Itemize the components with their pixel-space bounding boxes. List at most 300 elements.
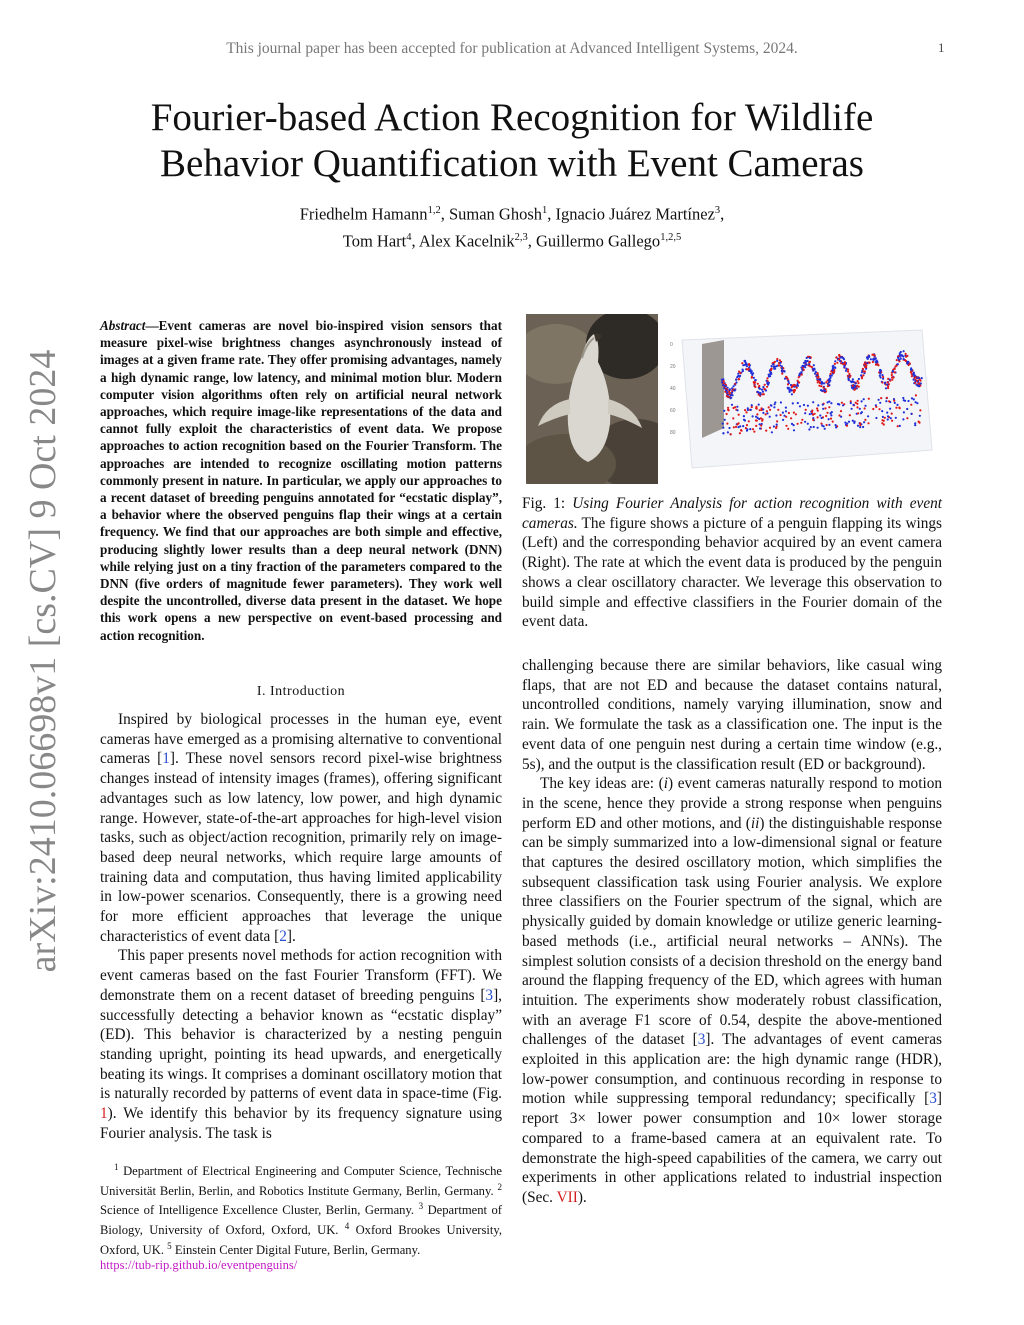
event-point bbox=[776, 426, 778, 428]
text-run: ]. bbox=[286, 927, 296, 945]
event-point bbox=[864, 405, 866, 407]
event-point bbox=[731, 394, 733, 396]
event-point bbox=[828, 381, 830, 383]
event-point bbox=[875, 357, 877, 359]
event-point bbox=[906, 408, 908, 410]
event-point bbox=[866, 362, 868, 364]
event-point bbox=[857, 400, 859, 402]
event-point bbox=[758, 404, 760, 406]
axis-tick-label: 20 bbox=[670, 364, 676, 370]
event-point bbox=[916, 380, 918, 382]
event-point bbox=[832, 421, 834, 423]
event-point bbox=[803, 369, 805, 371]
event-point bbox=[822, 408, 824, 410]
event-point bbox=[872, 408, 874, 410]
event-point bbox=[854, 388, 856, 390]
event-point bbox=[882, 376, 884, 378]
event-point bbox=[893, 376, 895, 378]
figure-caption-italic: Using Fourier Analysis for action recognition with event cameras. bbox=[522, 495, 943, 532]
event-point bbox=[770, 373, 772, 375]
event-point bbox=[847, 371, 849, 373]
event-point bbox=[870, 358, 872, 360]
event-point bbox=[809, 413, 811, 415]
author-separator: , bbox=[411, 231, 419, 250]
event-point bbox=[749, 428, 751, 430]
event-point bbox=[918, 383, 920, 385]
footnote-marker: 2 bbox=[497, 1181, 503, 1192]
event-point bbox=[746, 424, 748, 426]
intensity-frame bbox=[702, 340, 724, 438]
event-point bbox=[768, 406, 770, 408]
event-point bbox=[785, 410, 787, 412]
event-point bbox=[887, 415, 889, 417]
event-point bbox=[781, 373, 783, 375]
event-point bbox=[817, 410, 819, 412]
event-point bbox=[835, 357, 837, 359]
event-point bbox=[742, 370, 744, 372]
event-point bbox=[812, 414, 814, 416]
event-point bbox=[824, 428, 826, 430]
event-point bbox=[820, 385, 822, 387]
citation-link[interactable]: 1 bbox=[162, 750, 170, 768]
event-point bbox=[782, 419, 784, 421]
text-run: ). We identify this behavior by its frequency signature using Fourier analysis. The task is bbox=[100, 1105, 502, 1142]
event-point bbox=[777, 409, 779, 411]
event-point bbox=[798, 374, 800, 376]
event-point bbox=[899, 425, 901, 427]
event-point bbox=[852, 378, 854, 380]
event-point bbox=[739, 372, 741, 374]
event-point bbox=[769, 416, 771, 418]
event-point bbox=[861, 377, 863, 379]
event-point bbox=[758, 387, 760, 389]
event-point bbox=[891, 420, 893, 422]
event-point bbox=[798, 381, 800, 383]
event-point bbox=[852, 420, 854, 422]
text-run: The key ideas are: ( bbox=[540, 775, 664, 793]
event-point bbox=[860, 374, 862, 376]
event-point bbox=[753, 383, 755, 385]
event-point bbox=[894, 371, 896, 373]
event-point bbox=[863, 421, 865, 423]
footnote-text: Department of Biology, University of Oxford, Oxford, UK. bbox=[100, 1203, 503, 1238]
event-point bbox=[828, 384, 830, 386]
author-name: Friedhelm Hamann bbox=[299, 204, 428, 224]
figure-caption bbox=[522, 494, 942, 632]
event-point bbox=[881, 419, 883, 421]
event-point bbox=[789, 390, 791, 392]
event-point bbox=[828, 406, 830, 408]
event-point bbox=[815, 371, 817, 373]
event-point bbox=[744, 419, 746, 421]
event-point bbox=[766, 412, 768, 414]
event-point bbox=[886, 397, 888, 399]
event-point bbox=[889, 408, 891, 410]
event-point bbox=[787, 383, 789, 385]
event-point bbox=[872, 361, 874, 363]
event-point bbox=[884, 382, 886, 384]
event-point bbox=[753, 377, 755, 379]
event-point bbox=[762, 412, 764, 414]
event-point bbox=[852, 385, 854, 387]
event-point bbox=[754, 379, 756, 381]
event-point bbox=[787, 388, 789, 390]
event-point bbox=[843, 365, 845, 367]
event-point bbox=[763, 393, 765, 395]
event-point bbox=[755, 425, 757, 427]
event-point bbox=[807, 360, 809, 362]
event-point bbox=[853, 381, 855, 383]
event-point bbox=[737, 375, 739, 377]
event-point bbox=[890, 417, 892, 419]
event-point bbox=[902, 418, 904, 420]
event-point bbox=[840, 410, 842, 412]
event-point bbox=[797, 423, 799, 425]
intro-paragraph-2 bbox=[100, 946, 502, 1143]
event-point bbox=[788, 412, 790, 414]
event-point bbox=[919, 415, 921, 417]
project-url-link[interactable]: https://tub-rip.github.io/eventpenguins/ bbox=[100, 1258, 298, 1273]
axis-tick-label: 0 bbox=[670, 342, 673, 348]
event-point bbox=[726, 413, 728, 415]
event-point bbox=[828, 378, 830, 380]
event-point bbox=[813, 364, 815, 366]
event-point bbox=[862, 370, 864, 372]
event-point bbox=[753, 431, 755, 433]
event-point bbox=[734, 406, 736, 408]
event-point bbox=[913, 379, 915, 381]
event-point bbox=[857, 380, 859, 382]
text-run: ) event cameras naturally respond to motion in the scene, hence they provide a strong response when penguins perform ED and other motions, and ( bbox=[522, 775, 942, 832]
event-point bbox=[831, 369, 833, 371]
event-camera-plot bbox=[662, 320, 950, 478]
event-point bbox=[859, 408, 861, 410]
footnote-marker: 4 bbox=[344, 1221, 350, 1232]
event-point bbox=[867, 422, 869, 424]
event-point bbox=[910, 404, 912, 406]
event-point bbox=[729, 388, 731, 390]
author-affiliation: 4 bbox=[406, 231, 412, 243]
event-point bbox=[886, 412, 888, 414]
roman-numeral: i bbox=[663, 775, 668, 793]
event-point bbox=[834, 360, 836, 362]
event-point bbox=[828, 418, 830, 420]
event-point bbox=[761, 418, 763, 420]
event-point bbox=[819, 379, 821, 381]
author-affiliation: 1,2,5 bbox=[660, 231, 682, 243]
event-point bbox=[800, 422, 802, 424]
event-point bbox=[880, 397, 882, 399]
event-point bbox=[726, 423, 728, 425]
event-point bbox=[842, 404, 844, 406]
event-point bbox=[859, 426, 861, 428]
event-point bbox=[727, 387, 729, 389]
event-point bbox=[817, 427, 819, 429]
event-point bbox=[785, 416, 787, 418]
author-affiliation: 2,3 bbox=[514, 231, 528, 243]
event-point bbox=[861, 400, 863, 402]
event-point bbox=[808, 428, 810, 430]
event-point bbox=[797, 380, 799, 382]
event-point bbox=[776, 358, 778, 360]
event-point bbox=[851, 408, 853, 410]
text-run: This paper presents novel methods for action recognition with event cameras based on the fast Fourier Transform (FFT). We demonstrate them on a recent dataset of breeding penguins [ bbox=[100, 947, 502, 1004]
event-point bbox=[816, 374, 818, 376]
event-point bbox=[899, 352, 901, 354]
event-point bbox=[758, 392, 760, 394]
event-point bbox=[847, 368, 849, 370]
event-point bbox=[899, 407, 901, 409]
event-point bbox=[724, 419, 726, 421]
event-point bbox=[907, 400, 909, 402]
event-point bbox=[779, 362, 781, 364]
event-point bbox=[914, 424, 916, 426]
event-point bbox=[739, 432, 741, 434]
author-line-1 bbox=[140, 199, 884, 226]
event-point bbox=[845, 370, 847, 372]
event-point bbox=[775, 414, 777, 416]
event-point bbox=[841, 402, 843, 404]
event-point bbox=[864, 419, 866, 421]
event-point bbox=[727, 409, 729, 411]
event-point bbox=[728, 393, 730, 395]
event-point bbox=[841, 356, 843, 358]
event-point bbox=[744, 360, 746, 362]
event-point bbox=[783, 370, 785, 372]
event-point bbox=[895, 417, 897, 419]
event-point bbox=[837, 403, 839, 405]
event-point bbox=[775, 365, 777, 367]
event-point bbox=[830, 414, 832, 416]
event-point bbox=[771, 431, 773, 433]
event-point bbox=[807, 405, 809, 407]
event-point bbox=[768, 374, 770, 376]
journal-header: This journal paper has been accepted for publication at Advanced Intelligent Systems, 2024. bbox=[226, 40, 798, 57]
event-point bbox=[805, 364, 807, 366]
event-point bbox=[750, 370, 752, 372]
event-point bbox=[780, 401, 782, 403]
event-point bbox=[785, 425, 787, 427]
event-point bbox=[735, 426, 737, 428]
author-affiliation: 3 bbox=[714, 205, 721, 216]
figure-caption-text: The figure shows a picture of a penguin flapping its wings (Left) and the corresponding behavior acquired by an event camera (Right). The rate at which the event data is produced by the penguin shows a clear oscillatory character. We leverage this observation to build simple and effective classifiers in the Fourier domain of the event data. bbox=[522, 514, 942, 631]
footnote-marker: 1 bbox=[114, 1162, 119, 1172]
event-point bbox=[754, 385, 756, 387]
event-point bbox=[858, 386, 860, 388]
section-reference-link[interactable]: VII bbox=[556, 1188, 578, 1206]
event-point bbox=[866, 358, 868, 360]
event-point bbox=[902, 397, 904, 399]
event-point bbox=[910, 413, 912, 415]
event-point bbox=[781, 365, 783, 367]
event-point bbox=[751, 374, 753, 376]
event-point bbox=[804, 421, 806, 423]
axis-tick-label: 40 bbox=[670, 386, 676, 392]
event-point bbox=[757, 383, 759, 385]
right-paragraph-1: challenging because there are similar behaviors, like casual wing flaps, that are not ED and because the dataset contains natural, uncontrolled conditions, namely varying illumination, snow and rain. We formulate the task as a classification one. The input is the event data of one penguin nest during a certain time window (e.g., 5s), and the output is the classification result (ED or background). bbox=[522, 657, 942, 773]
author-separator: , bbox=[547, 204, 556, 224]
figure-reference-link[interactable]: 1 bbox=[100, 1105, 108, 1123]
citation-link[interactable]: 3 bbox=[929, 1090, 937, 1108]
event-point bbox=[900, 357, 902, 359]
event-point bbox=[790, 417, 792, 419]
event-point bbox=[862, 426, 864, 428]
event-point bbox=[862, 374, 864, 376]
author-name: Guillermo Gallego bbox=[536, 231, 661, 250]
event-point bbox=[884, 417, 886, 419]
event-point bbox=[831, 411, 833, 413]
event-point bbox=[759, 427, 761, 429]
event-point bbox=[751, 377, 753, 379]
event-point bbox=[853, 422, 855, 424]
event-point bbox=[868, 398, 870, 400]
axis-tick-label: 80 bbox=[670, 430, 676, 436]
event-point bbox=[727, 407, 729, 409]
event-point bbox=[823, 387, 825, 389]
event-point bbox=[880, 370, 882, 372]
event-point bbox=[826, 412, 828, 414]
event-point bbox=[855, 382, 857, 384]
event-point bbox=[747, 409, 749, 411]
citation-link[interactable]: 2 bbox=[279, 927, 287, 945]
event-point bbox=[752, 428, 754, 430]
event-point bbox=[798, 376, 800, 378]
event-point bbox=[805, 409, 807, 411]
event-point bbox=[794, 384, 796, 386]
event-point bbox=[731, 404, 733, 406]
event-point bbox=[864, 407, 866, 409]
event-point bbox=[878, 408, 880, 410]
event-point bbox=[875, 406, 877, 408]
event-point bbox=[857, 412, 859, 414]
event-point bbox=[809, 357, 811, 359]
event-point bbox=[770, 404, 772, 406]
event-point bbox=[785, 407, 787, 409]
event-point bbox=[895, 407, 897, 409]
event-point bbox=[887, 418, 889, 420]
event-point bbox=[806, 357, 808, 359]
event-point bbox=[766, 410, 768, 412]
event-point bbox=[749, 368, 751, 370]
event-point bbox=[903, 350, 905, 352]
event-point bbox=[891, 379, 893, 381]
event-point bbox=[868, 356, 870, 358]
citation-link[interactable]: 3 bbox=[485, 986, 494, 1004]
penguin-photo-illustration bbox=[526, 314, 658, 484]
event-point bbox=[881, 374, 883, 376]
event-point bbox=[796, 387, 798, 389]
event-point bbox=[791, 385, 793, 387]
paper-title bbox=[62, 95, 962, 187]
event-point bbox=[849, 414, 851, 416]
event-point bbox=[760, 407, 762, 409]
event-point bbox=[772, 363, 774, 365]
event-point bbox=[877, 364, 879, 366]
event-point bbox=[903, 411, 905, 413]
event-point bbox=[896, 365, 898, 367]
author-separator: , bbox=[440, 204, 449, 224]
event-point bbox=[767, 383, 769, 385]
right-paragraph-2 bbox=[522, 774, 942, 1207]
event-point bbox=[793, 429, 795, 431]
penguin-photo bbox=[526, 314, 658, 484]
event-point bbox=[835, 424, 837, 426]
event-point bbox=[776, 360, 778, 362]
event-point bbox=[732, 385, 734, 387]
event-point bbox=[817, 404, 819, 406]
event-point bbox=[891, 374, 893, 376]
author-separator: , bbox=[720, 204, 725, 224]
event-point bbox=[774, 361, 776, 363]
event-point bbox=[769, 427, 771, 429]
title-line-1: Fourier-based Action Recognition for Wildlife bbox=[150, 96, 874, 139]
project-link-row bbox=[100, 1258, 502, 1274]
event-point bbox=[723, 382, 725, 384]
event-point bbox=[759, 393, 761, 395]
event-point bbox=[860, 412, 862, 414]
citation-link[interactable]: 3 bbox=[697, 1031, 706, 1049]
axis-tick-label: 60 bbox=[670, 408, 676, 414]
event-point bbox=[746, 363, 748, 365]
event-point bbox=[825, 415, 827, 417]
event-point bbox=[808, 361, 810, 363]
arxiv-watermark bbox=[8, 349, 78, 973]
page-number: 1 bbox=[938, 40, 945, 55]
event-point bbox=[741, 362, 743, 364]
event-point bbox=[747, 368, 749, 370]
event-point bbox=[852, 404, 854, 406]
event-point bbox=[793, 412, 795, 414]
footnote-block bbox=[100, 1160, 502, 1258]
event-point bbox=[830, 402, 832, 404]
event-point bbox=[727, 431, 729, 433]
event-point bbox=[913, 398, 915, 400]
event-point bbox=[730, 433, 732, 435]
event-point bbox=[771, 365, 773, 367]
event-point bbox=[889, 378, 891, 380]
event-point bbox=[894, 402, 896, 404]
event-point bbox=[834, 363, 836, 365]
abstract-label: Abstract bbox=[100, 318, 146, 333]
event-point bbox=[919, 380, 921, 382]
event-point bbox=[748, 420, 750, 422]
event-point bbox=[773, 368, 775, 370]
event-point bbox=[911, 369, 913, 371]
event-point bbox=[792, 402, 794, 404]
event-point bbox=[813, 426, 815, 428]
event-point bbox=[730, 397, 732, 399]
event-point bbox=[879, 402, 881, 404]
event-point bbox=[737, 409, 739, 411]
event-point bbox=[887, 381, 889, 383]
event-point bbox=[881, 410, 883, 412]
footnote-text: Science of Intelligence Excellence Cluster, Berlin, Germany. bbox=[100, 1203, 415, 1218]
event-point bbox=[820, 423, 822, 425]
event-point bbox=[723, 380, 725, 382]
event-point bbox=[835, 426, 837, 428]
event-point bbox=[918, 377, 920, 379]
text-run: ]. These novel sensors record pixel-wise brightness changes instead of intensity images (frames), offering significant advantages such as low latency, low power, and high dynamic range. However, state-of-the-art approaches for high-level vision tasks, such as object/action recognition, primarily rely on image-based deep neural networks, which require large amounts of training data and computation, thus having limited applicability in low-power scenarios. Consequently, there is a growing need for more efficient approaches that leverage the unique characteristics of event data [ bbox=[100, 750, 502, 945]
event-point bbox=[782, 412, 784, 414]
author-line-2 bbox=[140, 226, 884, 253]
event-point bbox=[776, 420, 778, 422]
event-point bbox=[816, 407, 818, 409]
event-point bbox=[810, 426, 812, 428]
event-point bbox=[891, 413, 893, 415]
event-point bbox=[761, 389, 763, 391]
event-point bbox=[811, 411, 813, 413]
event-point bbox=[766, 377, 768, 379]
